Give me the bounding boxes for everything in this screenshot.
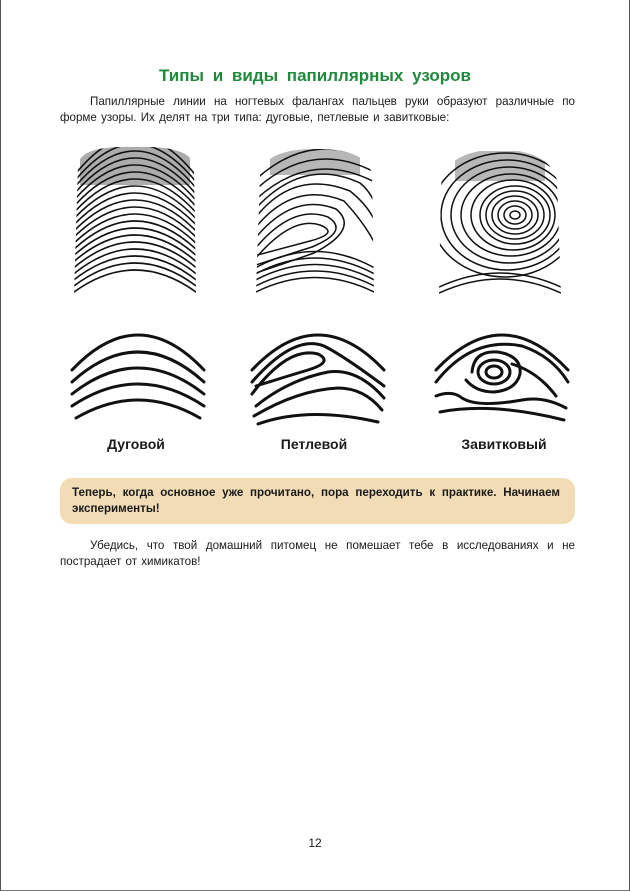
intro-paragraph: Папиллярные линии на ногтевых фалангах пальцев руки образуют различные по форме узоры. Их делят на три типа: дуговые, петлевые и завитковые: <box>60 95 575 124</box>
page-number: 12 <box>308 836 322 850</box>
fingerprint-photos <box>60 145 575 315</box>
whorl-fingerprint-photo <box>435 145 565 305</box>
label-arch: Дуговой <box>107 436 165 452</box>
pattern-schemes <box>60 316 575 426</box>
loop-fingerprint-photo <box>250 145 380 305</box>
callout-text: Теперь, когда основное уже прочитано, пора переходить к практике. Начинаем эксперименты! <box>72 486 560 515</box>
label-whorl: Завитковый <box>461 436 547 452</box>
loop-fingerprint-icon <box>248 316 388 426</box>
arch-fingerprint-icon <box>68 316 208 426</box>
arch-fingerprint-photo <box>70 145 200 305</box>
label-loop: Петлевой <box>280 436 348 452</box>
pet-note-paragraph: Убедись, что твой домашний питомец не помешает тебе в исследованиях и не пострадает от химикатов! <box>60 539 575 568</box>
page-title: Типы и виды папиллярных узоров <box>159 66 471 85</box>
callout-box <box>60 478 575 524</box>
whorl-fingerprint-icon <box>432 316 572 426</box>
